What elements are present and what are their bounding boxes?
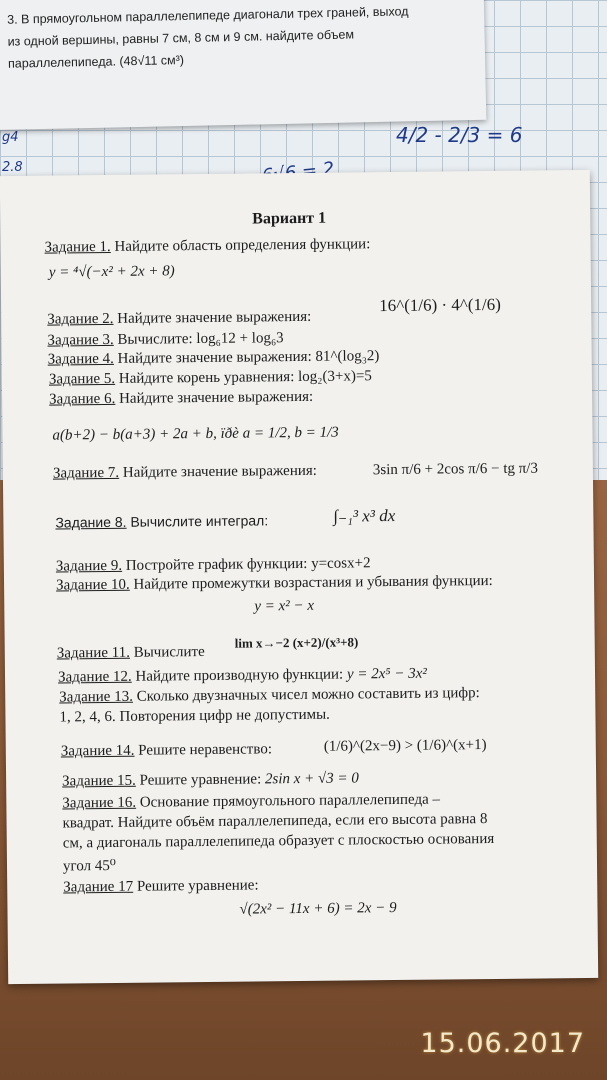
task-3-label: Задание 3. [47,331,114,349]
task-17-text: Решите уравнение: [136,877,259,895]
task-2-formula: 16^(1/6) · 4^(1/6) [379,294,501,316]
task-7-label: Задание 7. [52,464,120,482]
task-10 [56,573,493,595]
task-17-label: Задание 17 [63,878,134,896]
date-stamp: 15.06.2017 [420,1028,585,1059]
task-14-formula: (1/6)^(2x−9) > (1/6)^(x+1) [323,737,487,755]
task-6-formula: a(b+2) − b(a+3) + 2a + b, ïðè a = 1/2, b = 1/3 [52,424,339,444]
task-16-line-4: угол 45⁰ [62,857,116,875]
task-3 [47,330,283,349]
previous-page-line-1: 3. В прямоугольном параллелепипеде диагонали трех граней, выход [7,4,409,27]
handwritten-margin-note-2: g4 [2,130,19,145]
task-9 [56,555,371,575]
task-16-line-2: квадрат. Найдите объём параллелепипеда, если его высота равна 8 [62,811,488,832]
task-17 [63,877,259,896]
task-5 [49,368,372,388]
task-13-label: Задание 13. [59,688,134,706]
task-15-label: Задание 15. [62,772,136,790]
task-8 [55,512,268,530]
task-6-text: Найдите значение выражения: [118,388,314,407]
task-10-formula: y = x² − x [254,597,315,615]
task-7-formula: 3sin π/6 + 2cos π/6 − tg π/3 [372,460,539,479]
handwritten-fraction-note: 4/2 - 2/3 = 6 [396,123,523,147]
previous-page-line-3: параллелепипеда. (48√11 см³) [7,53,185,71]
task-1-text: Найдите область определения функции: [114,236,371,255]
task-13 [59,685,480,706]
task-1 [44,236,370,256]
task-13-line-2: 1, 2, 4, 6. Повторения цифр не допустимы. [59,706,330,726]
task-10-label: Задание 10. [55,576,130,594]
task-8-label: Задание 8. [55,513,127,531]
task-15-text: Решите уравнение: [139,771,262,789]
task-2 [47,309,311,329]
task-16-line-3: см, а диагональ параллелепипеда образует с плоскостью основания [62,830,495,852]
task-12 [58,666,427,687]
task-14 [61,741,272,760]
task-17-formula: √(2x² − 11x + 6) = 2x − 9 [239,899,397,918]
handwritten-margin-note: 2.8 [2,160,23,175]
task-6-label: Задание 6. [49,390,116,408]
task-7 [53,463,317,483]
task-16-label: Задание 16. [62,794,137,812]
task-2-label: Задание 2. [47,310,114,328]
task-5-text: Найдите корень уравнения: log₂(3+x)=5 [118,368,372,387]
page-title: Вариант 1 [252,209,327,228]
previous-page [0,0,486,130]
task-14-label: Задание 14. [60,742,135,760]
task-16 [62,792,440,813]
task-3-text: Вычислите: log₆12 + log₆3 [117,330,284,348]
task-9-label: Задание 9. [55,557,123,575]
task-4-text: Найдите значение выражения: 81^(log₃2) [117,348,380,367]
task-5-label: Задание 5. [48,370,116,388]
task-1-label: Задание 1. [44,238,111,256]
task-12-formula: y = 2x⁵ − 3x² [346,665,427,683]
task-7-text: Найдите значение выражения: [122,462,317,481]
task-14-text: Решите неравенство: [138,741,273,759]
task-10-text: Найдите промежутки возрастания и убывания функции: [133,572,493,593]
task-6 [49,389,313,409]
task-12-text: Найдите производную функции: [135,666,344,685]
task-8-text: Вычислите интеграл: [130,512,269,530]
task-9-text: Постройте график функции: y=cosx+2 [125,555,371,574]
task-11 [57,644,205,663]
task-16-text: Основание прямоугольного параллелепипеда – [139,791,441,811]
task-15-formula: 2sin x + √3 = 0 [264,770,359,788]
task-1-formula: y = ⁴√(−x² + 2x + 8) [48,263,175,281]
previous-page-line-2: из одной вершины, равны 7 см, 8 см и 9 см. найдите объем [7,27,355,49]
worksheet-page [0,170,598,984]
task-4 [48,348,380,368]
task-11-formula: lim x→−2 (x+2)/(x³+8) [234,634,359,651]
task-11-text: Вычислите [133,643,205,661]
task-13-text: Сколько двузначных чисел можно составить из цифр: [136,685,480,705]
task-8-formula: ∫₋₁³ x³ dx [333,505,396,526]
task-12-label: Задание 12. [57,668,132,686]
task-11-label: Задание 11. [56,644,130,662]
task-2-text: Найдите значение выражения: [117,308,312,327]
task-4-label: Задание 4. [47,350,114,368]
task-15 [62,770,359,790]
